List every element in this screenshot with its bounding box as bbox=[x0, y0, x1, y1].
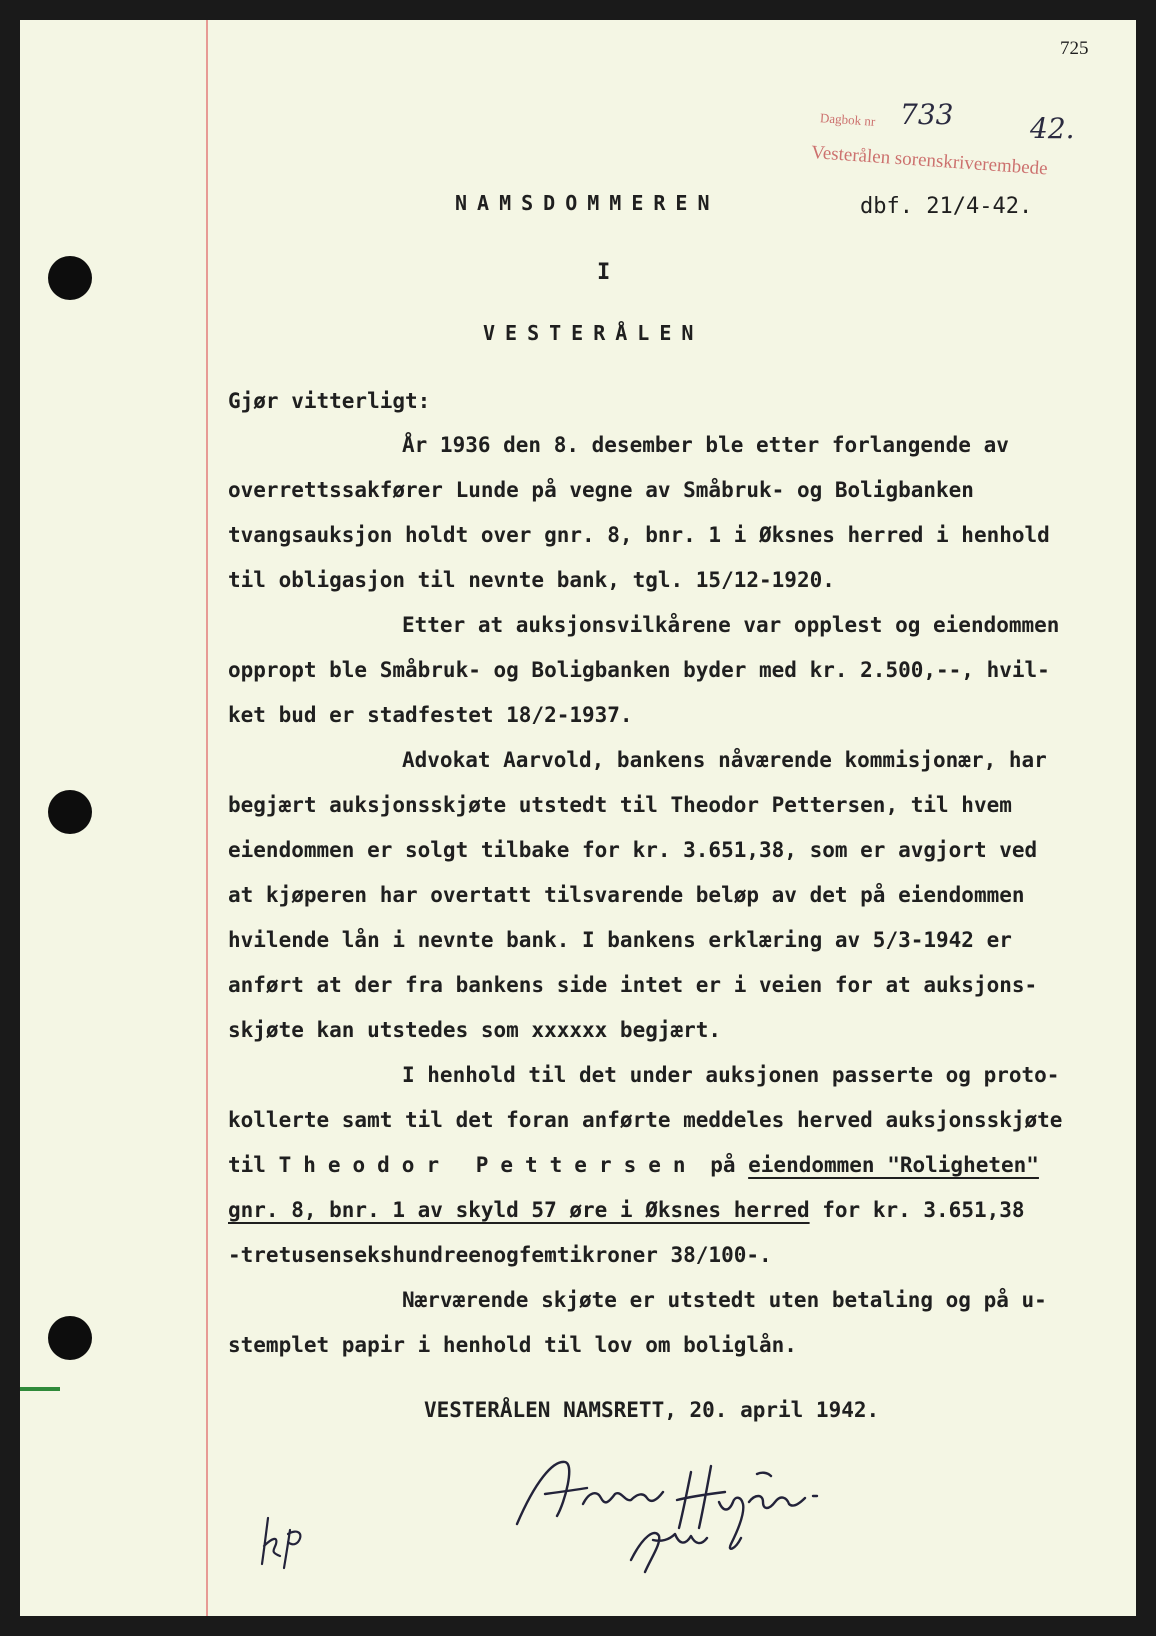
punch-hole-middle bbox=[48, 790, 92, 834]
p4-on: på bbox=[710, 1153, 736, 1177]
p3-line: skjøte kan utstedes som xxxxxx begjært. bbox=[228, 1018, 722, 1042]
heading-vesteralen: VESTERÅLEN bbox=[483, 321, 704, 345]
grantee-name: Theodor Pettersen bbox=[278, 1153, 698, 1177]
p1-line: År 1936 den 8. desember ble etter forlangende av bbox=[402, 433, 1009, 457]
p4-line: kollerte samt til det foran anførte meddeles herved auksjonsskjøte bbox=[228, 1108, 1063, 1132]
p2-line: Etter at auksjonsvilkårene var opplest og eiendommen bbox=[402, 613, 1060, 637]
heading-i: I bbox=[597, 260, 611, 285]
page-number: 725 bbox=[1060, 38, 1089, 59]
document-page bbox=[20, 20, 1136, 1616]
margin-rule bbox=[206, 20, 208, 1616]
p2-line: oppropt ble Småbruk- og Boligbanken byder med kr. 2.500,--, hvil- bbox=[228, 658, 1050, 682]
p4-line: I henhold til det under auksjonen passerte og proto- bbox=[402, 1063, 1060, 1087]
punch-hole-top bbox=[48, 256, 92, 300]
handwritten-initials bbox=[258, 1510, 318, 1570]
p3-line: at kjøperen har overtatt tilsvarende beløp av det på eiendommen bbox=[228, 883, 1025, 907]
p4-line-grantee bbox=[228, 1150, 1039, 1180]
heading-namsdommeren: NAMSDOMMEREN bbox=[455, 191, 720, 215]
handwritten-signature bbox=[505, 1432, 835, 1582]
p1-line: til obligasjon til nevnte bank, tgl. 15/12-1920. bbox=[228, 568, 835, 592]
p3-line: begjært auksjonsskjøte utstedt til Theodor Pettersen, til hvem bbox=[228, 793, 1012, 817]
opening-phrase: Gjør vitterligt: bbox=[228, 389, 431, 413]
place-and-date: VESTERÅLEN NAMSRETT, 20. april 1942. bbox=[424, 1398, 880, 1422]
p5-line: stemplet papir i henhold til lov om boliglån. bbox=[228, 1333, 797, 1357]
p3-line: anført at der fra bankens side intet er i veien for at auksjons- bbox=[228, 973, 1038, 997]
p4-line-property bbox=[228, 1195, 1025, 1225]
stamp-dagbok-year: 42. bbox=[1030, 112, 1075, 145]
p3-line: eiendommen er solgt tilbake for kr. 3.651,38, som er avgjort ved bbox=[228, 838, 1038, 862]
stamp-dagbok-number: 733 bbox=[900, 98, 954, 131]
p1-line: tvangsauksjon holdt over gnr. 8, bnr. 1 i Øksnes herred i henhold bbox=[228, 523, 1050, 547]
stamp-office: Vesterålen sorenskriverembede bbox=[810, 142, 1049, 180]
p5-line: Nærværende skjøte er utstedt uten betaling og på u- bbox=[402, 1288, 1047, 1312]
p2-line: ket bud er stadfestet 18/2-1937. bbox=[228, 703, 633, 727]
punch-hole-bottom bbox=[48, 1316, 92, 1360]
p1-line: overrettssakfører Lunde på vegne av Småbruk- og Boligbanken bbox=[228, 478, 974, 502]
stamp-dagbok-label: Dagbok nr bbox=[819, 110, 876, 129]
edge-mark bbox=[20, 1387, 60, 1391]
registration-note: dbf. 21/4-42. bbox=[860, 194, 1033, 219]
price-in-words: -tretusensekshundreenogfemtikroner 38/100-. bbox=[228, 1243, 772, 1267]
p4-to: til bbox=[228, 1153, 266, 1177]
property-name: eiendommen "Roligheten" bbox=[748, 1153, 1039, 1177]
price-amount: for kr. 3.651,38 bbox=[822, 1198, 1025, 1222]
property-registry: gnr. 8, bnr. 1 av skyld 57 øre i Øksnes herred bbox=[228, 1198, 810, 1222]
p3-line: Advokat Aarvold, bankens nåværende kommisjonær, har bbox=[402, 748, 1047, 772]
p3-line: hvilende lån i nevnte bank. I bankens erklæring av 5/3-1942 er bbox=[228, 928, 1012, 952]
